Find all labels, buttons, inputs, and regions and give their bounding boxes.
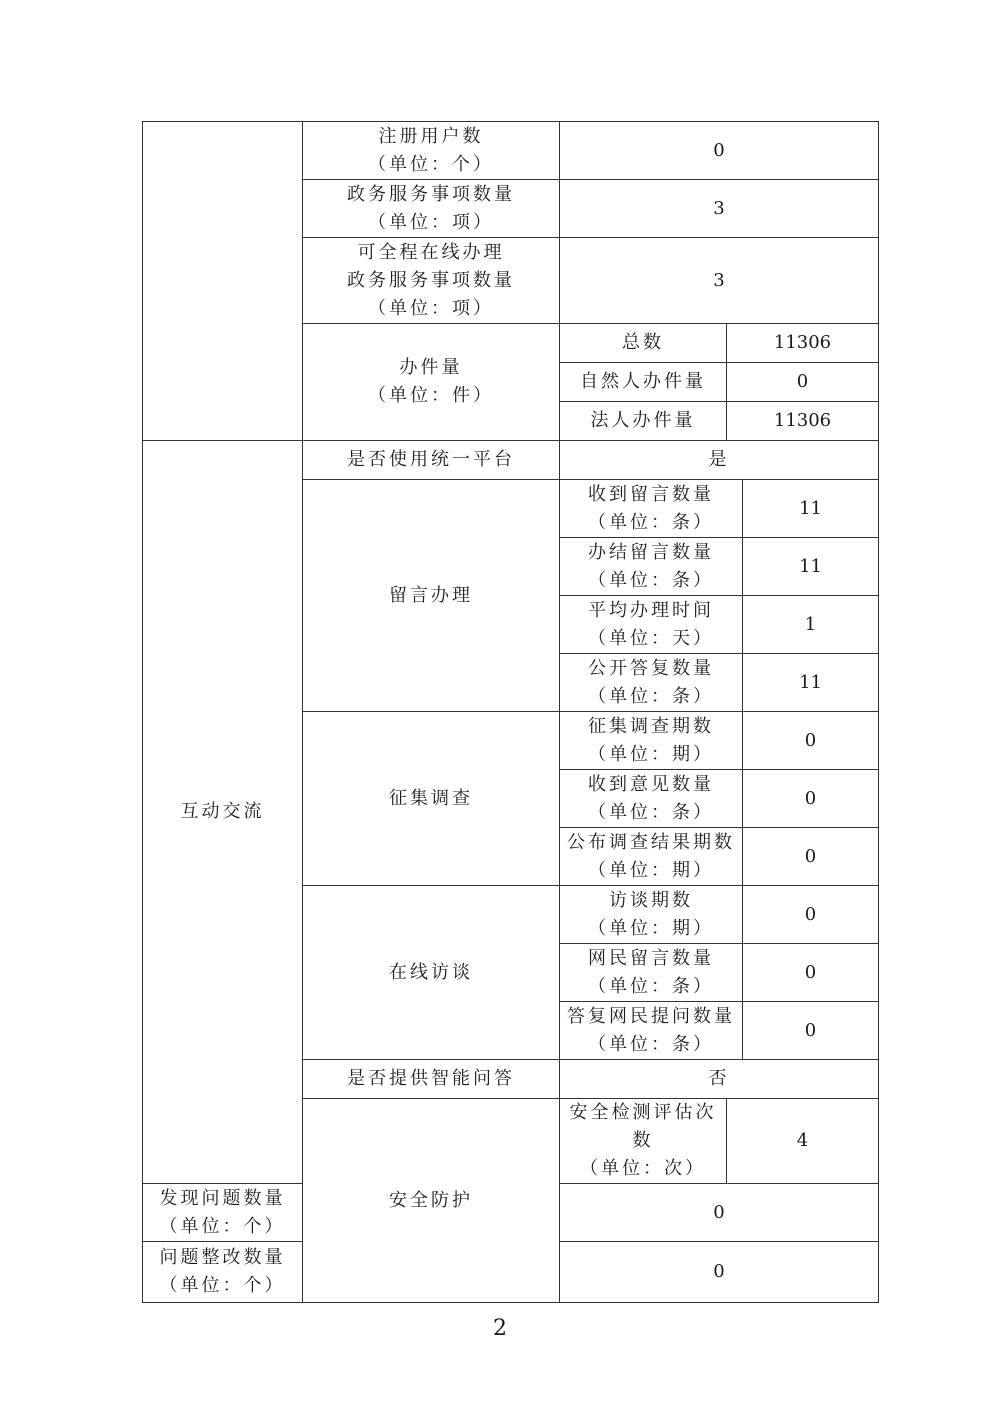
sub-label-natural-person: 自然人办件量 [560, 363, 727, 402]
row-label-checks: 安全检测评估次数 （单位：次） [560, 1099, 727, 1184]
sub-label-interview-periods: 访谈期数 （单位：期） [560, 886, 743, 944]
row-label-interview: 在线访谈 [303, 886, 560, 1060]
row-label-issues-fixed: 问题整改数量 （单位：个） [143, 1242, 303, 1303]
value-public-replies: 11 [743, 654, 879, 712]
value-checks: 4 [727, 1099, 879, 1184]
row-label-survey: 征集调查 [303, 712, 560, 886]
value-service-items: 3 [560, 180, 879, 238]
row-label-service-items: 政务服务事项数量 （单位：项） [303, 180, 560, 238]
sub-label-received: 收到留言数量 （单位：条） [560, 480, 743, 538]
row-label-online-service-items: 可全程在线办理 政务服务事项数量 （单位：项） [303, 238, 560, 324]
row-label-messages: 留言办理 [303, 480, 560, 712]
statistics-table [142, 121, 879, 1303]
value-opinions: 0 [743, 770, 879, 828]
row-label-unified-platform: 是否使用统一平台 [303, 441, 560, 480]
sub-label-legal-person: 法人办件量 [560, 402, 727, 441]
value-natural-person: 0 [727, 363, 879, 402]
value-legal-person: 11306 [727, 402, 879, 441]
sub-label-survey-results: 公布调查结果期数 （单位：期） [560, 828, 743, 886]
table-row [143, 122, 879, 180]
row-label-issues-found: 发现问题数量 （单位：个） [143, 1184, 303, 1242]
value-online-service-items: 3 [560, 238, 879, 324]
category-interaction: 互动交流 [143, 441, 303, 1184]
value-issues-fixed: 0 [560, 1242, 879, 1303]
value-registered-users: 0 [560, 122, 879, 180]
sub-label-opinions: 收到意见数量 （单位：条） [560, 770, 743, 828]
sub-label-resolved: 办结留言数量 （单位：条） [560, 538, 743, 596]
value-survey-periods: 0 [743, 712, 879, 770]
value-answers: 0 [743, 1002, 879, 1060]
value-survey-results: 0 [743, 828, 879, 886]
sub-label-total: 总数 [560, 324, 727, 363]
category-security: 安全防护 [303, 1099, 560, 1303]
value-issues-found: 0 [560, 1184, 879, 1242]
row-label-handling-volume: 办件量 （单位：件） [303, 324, 560, 441]
sub-label-netizen-messages: 网民留言数量 （单位：条） [560, 944, 743, 1002]
table-row [143, 441, 879, 480]
value-smart-qa: 否 [560, 1060, 879, 1099]
page-number: 2 [493, 1316, 507, 1341]
value-avg-time: 1 [743, 596, 879, 654]
value-unified-platform: 是 [560, 441, 879, 480]
sub-label-survey-periods: 征集调查期数 （单位：期） [560, 712, 743, 770]
row-label-registered-users: 注册用户数 （单位：个） [303, 122, 560, 180]
value-resolved: 11 [743, 538, 879, 596]
value-received: 11 [743, 480, 879, 538]
value-total: 11306 [727, 324, 879, 363]
sub-label-answers: 答复网民提问数量 （单位：条） [560, 1002, 743, 1060]
sub-label-public-replies: 公开答复数量 （单位：条） [560, 654, 743, 712]
row-label-smart-qa: 是否提供智能问答 [303, 1060, 560, 1099]
value-interview-periods: 0 [743, 886, 879, 944]
value-netizen-messages: 0 [743, 944, 879, 1002]
category-cell-empty [143, 122, 303, 441]
sub-label-avg-time: 平均办理时间 （单位：天） [560, 596, 743, 654]
